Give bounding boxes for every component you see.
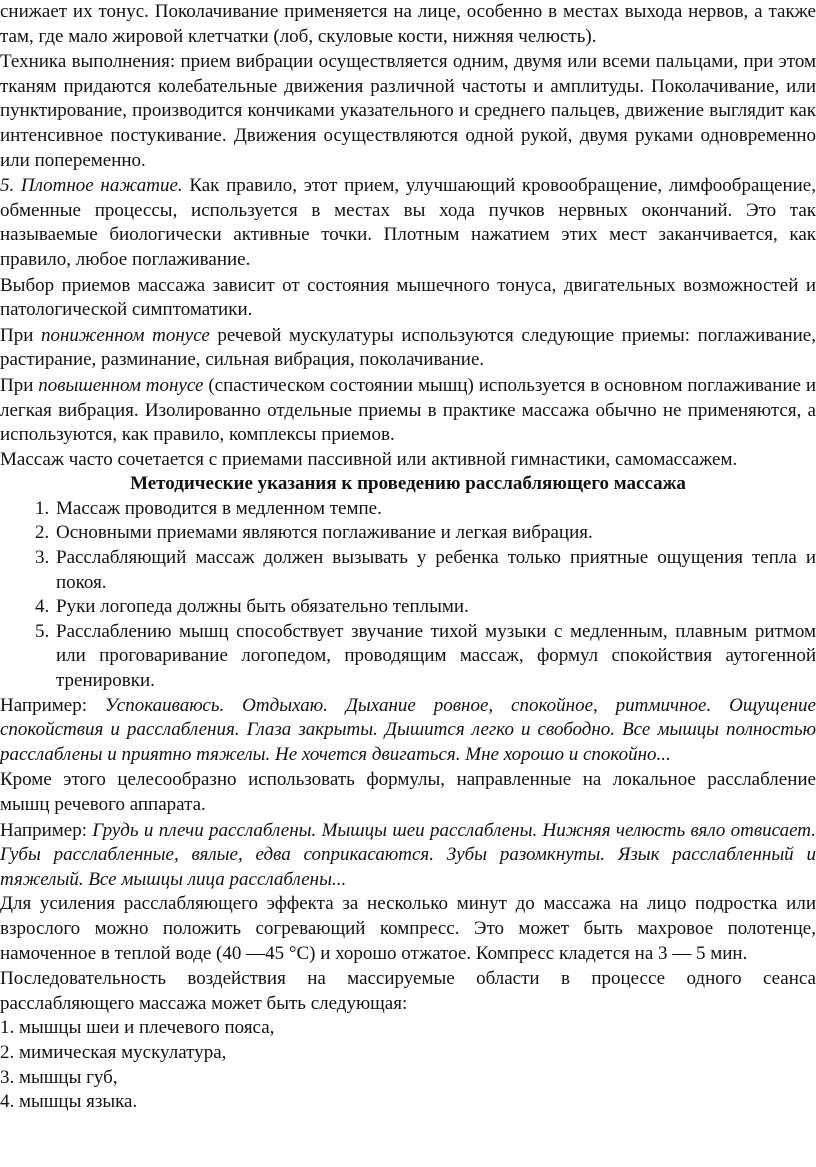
firm-pressure-title: 5. Плотное нажатие.	[0, 175, 183, 197]
firm-pressure-text: Как правило, этот прием, улучшающий кровообращение, лимфообращение, обменные процессы, используется в местах вы хода пучков нервных окончаний. Это так называемые биологически активные точки. Плотным нажатием этих мест заканчивается, как правило, любое поглаживание.	[0, 175, 816, 270]
paragraph-combination: Массаж часто сочетается с приемами пассивной или активной гимнастики, самомассажем.	[0, 448, 738, 470]
high-tone-text: (спастическом состоянии мышц) используется в основном поглаживание и легкая вибрация. Изолированно отдельные приемы в практике массажа обычно не применяются, а используются, как правило, комплексы приемов.	[0, 374, 816, 446]
paragraph-technique: Техника выполнения: прием вибрации осуществляется одним, двумя или всеми пальцами, при этом тканям придаются колебательные движения различной частоты и амплитуды. Поколачивание, или пунктирование, производится кончиками указательного и среднего пальцев, движение выглядит как интенсивное постукивание. Движения осуществляются одной рукой, двумя руками одновременно или попеременно.	[0, 51, 816, 171]
list-item: 4. Руки логопеда должны быть обязательно теплыми.	[54, 595, 816, 620]
list-item: 2. мимическая мускулатура,	[0, 1041, 227, 1063]
low-tone-term: пониженном тонусе	[40, 324, 210, 346]
paragraph-compress: Для усиления расслабляющего эффекта за несколько минут до массажа на лицо подростка или взрослого можно положить согревающий компресс. Это может быть махровое полотенце, намоченное в теплой воде (40 —45 °С) и хорошо отжатое. Компресс кладется на 3 — 5 мин.	[0, 893, 816, 964]
low-tone-prefix: При	[0, 324, 41, 346]
list-item: 1. мышцы шеи и плечевого пояса,	[0, 1017, 275, 1039]
paragraph-choice: Выбор приемов массажа зависит от состояния мышечного тонуса, двигательных возможностей и патологической симптоматики.	[0, 274, 816, 321]
list-item: 2. Основными приемами являются поглаживание и легкая вибрация.	[54, 521, 816, 546]
example-label: Например:	[0, 819, 93, 841]
paragraph-tonus: снижает их тонус. Поколачивание применяется на лице, особенно в местах выхода нервов, а также там, где мало жировой клетчатки (лоб, скуловые кости, нижняя челюсть).	[0, 1, 816, 47]
paragraph-sequence: Последовательность воздействия на массируемые области в процессе одного сеанса расслабляющего массажа может быть следующая:	[0, 968, 816, 1014]
guidelines-list	[0, 497, 816, 694]
example-text: Грудь и плечи расслаблены. Мышцы шеи расслаблены. Нижняя челюсть вяло отвисает. Губы расслабленные, вялые, едва соприкасаются. Зубы разомкнуты. Язык расслабленный и тяжелый. Все мышцы лица расслаблены...	[0, 819, 816, 890]
sequence-list	[0, 1016, 816, 1114]
paragraph-high-tone	[0, 374, 816, 448]
example-relaxation	[0, 694, 816, 768]
paragraph-firm-pressure	[0, 174, 816, 272]
list-item: 1. Массаж проводится в медленном темпе.	[54, 497, 816, 522]
low-tone-text: речевой мускулатуры используются следующие приемы: поглаживание, растирание, разминание, сильная вибрация, поколачивание.	[0, 324, 816, 371]
list-item: 4. мышцы языка.	[0, 1091, 138, 1113]
paragraph-local-formulas: Кроме этого целесообразно использовать формулы, направленные на локальное расслабление мышц речевого аппарата.	[0, 769, 816, 815]
section-heading: Методические указания к проведению расслабляющего массажа	[130, 473, 686, 495]
list-item: 3. Расслабляющий массаж должен вызывать у ребенка только приятные ощущения тепла и покоя.	[54, 546, 816, 595]
example-label: Например:	[0, 694, 105, 716]
high-tone-prefix: При	[0, 374, 39, 396]
list-item: 5. Расслаблению мышц способствует звучание тихой музыки с медленным, плавным ритмом или проговаривание логопедом, проводящим массаж, формул спокойствия аутогенной тренировки.	[54, 620, 816, 694]
example-local-relaxation	[0, 819, 816, 893]
list-item: 3. мышцы губ,	[0, 1066, 118, 1088]
example-text: Успокаиваюсь. Отдыхаю. Дыхание ровное, спокойное, ритмичное. Ощущение спокойствия и расслабления. Глаза закрыты. Дышится легко и свободно. Все мышцы полностью расслаблены и приятно тяжелы. Не хочется двигаться. Мне хорошо и спокойно...	[0, 694, 816, 765]
paragraph-low-tone	[0, 324, 816, 373]
high-tone-term: повышенном тонусе	[38, 374, 204, 396]
